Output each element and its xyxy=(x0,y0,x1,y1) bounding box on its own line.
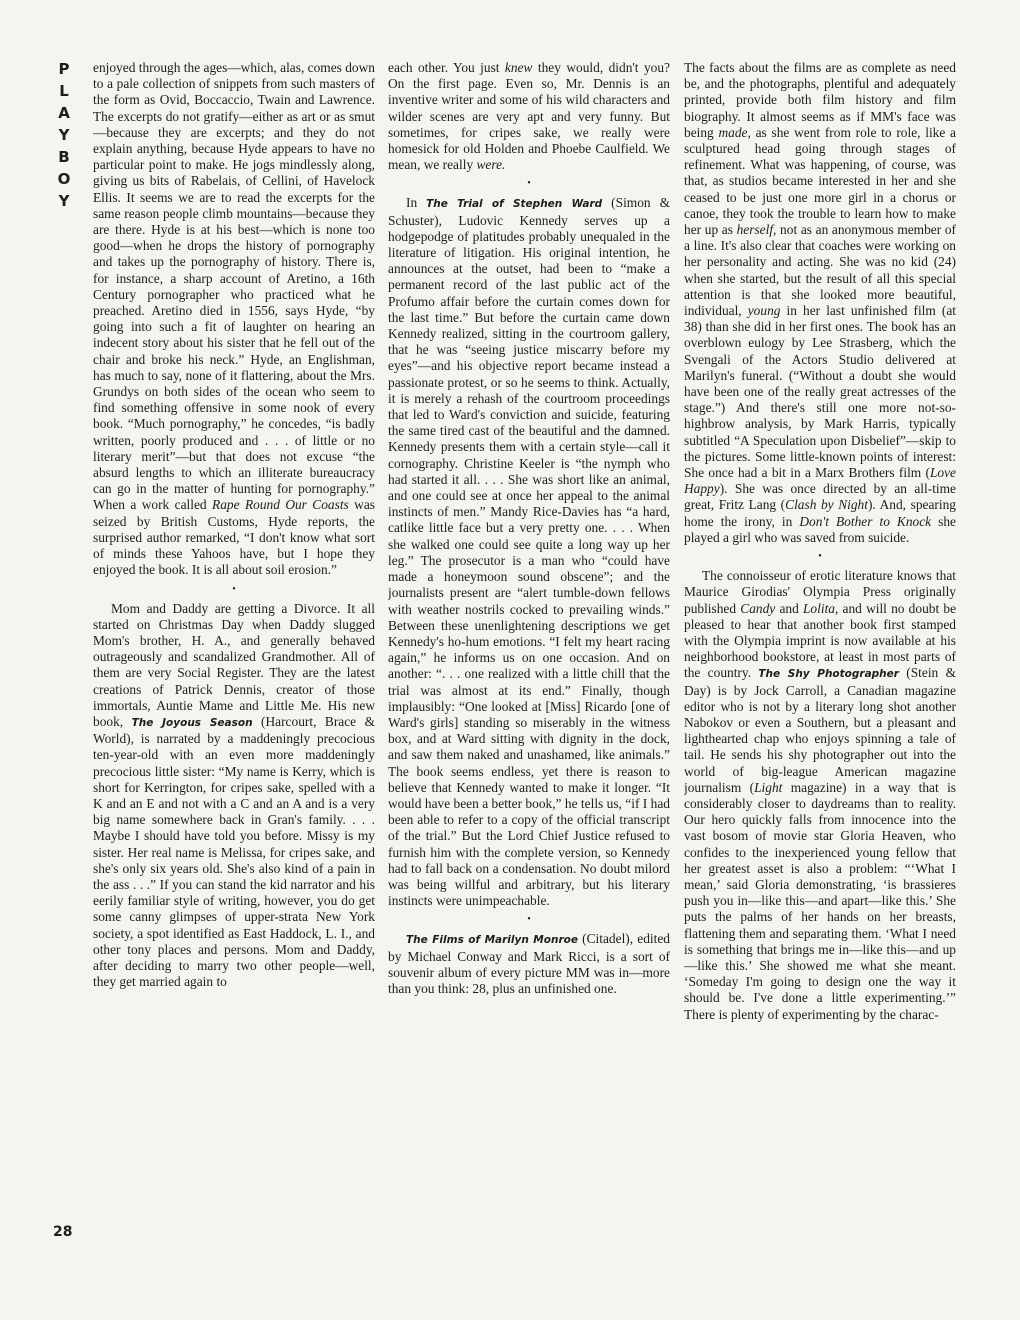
column-3 xyxy=(684,60,956,1248)
paragraph: The facts about the films are as complete as need be, and the photographs, plentiful and adequately printed, provide both film history and film biography. It almost seems as if MM's face was being made, as she went from role to role, like a sculptured head going through stages of refinement. What was happening, of course, was that, as studios became interested in her and she ceased to be just one more girl in a chorus or canoe, they took the trouble to learn how to make her up as herself, not as an anonymous member of a line. It's also clear that coaches were working on her personality and acting. She was no kid (24) when she started, but the result of all this special attention is that she looked more beautiful, individual, young in her last unfinished film (at 38) than she did in her first ones. The book has an overblown eulogy by Lee Strasberg, which the Svengali of the Actors Studio delivered at Marilyn's funeral. (“Without a doubt she would have been one of the really great actresses of the stage.”) And there's still one more not-so-highbrow analysis, by Mark Harris, typically subtitled “A Speculation upon Disbelief”—skip to the pictures. Some little-known points of interest: She once had a bit in a Marx Brothers film (Love Happy). She was once directed by an all-time great, Fritz Lang (Clash by Night). And, spearing home the irony, in Don't Bother to Knock she played a girl who was saved from suicide. xyxy=(684,60,956,545)
magazine-letter: P xyxy=(58,60,70,78)
column-2 xyxy=(388,60,670,1248)
book-title: The Joyous Season xyxy=(131,716,253,729)
book-title: The Trial of Stephen Ward xyxy=(426,198,603,211)
book-title: Rape Round Our Coasts xyxy=(212,497,349,513)
magazine-letter: Y xyxy=(58,192,70,210)
column-1 xyxy=(93,60,375,1248)
magazine-letter: A xyxy=(58,104,70,122)
magazine-letter: L xyxy=(59,82,69,100)
page-number: 28 xyxy=(53,1224,73,1240)
paragraph: In The Trial of Stephen Ward (Simon & Schuster), Ludovic Kennedy serves up a hodgepodge of platitudes probably unequaled in the literature of litigation. His original intention, he announces at the outset, had been to “make a permanent record of the last public act of the Profumo affair before the curtain comes down for the last time.” But before the curtain came down Kennedy realized, sitting in the courtroom gallery, that he was “seeing justice miscarry before my eyes”—and his objective report became instead a passionate protest, or so he seems to think. Actually, it is merely a rehash of the courtroom proceedings that led to Ward's conviction and suicide, featuring the same tired cast of the beautiful and the damned. Kennedy presents them with a certain style—call it cornography. Christine Keeler is “the nymph who had started it all. . . . She was short like an animal, and one could see at once her appeal to the animal instincts of men.” Mandy Rice-Davies has “a hard, catlike little face but a very pretty one. . . . When she walked one could see quite a long way up her leg.” The prosecutor is a man who “could have made a honeymoon sound obscene”; and the journalists present are “alert tumble-down fellows with weather nostrils cocked to prevailing winds.” Between these unenlightening descriptions we get Kennedy's ho-hum emotions. “I felt my heart racing again,” he informs us on one occasion. And on another: “. . . one realized with a little chill that the trial was almost at its end.” Finally, though implausibly: “One looked at [Miss] Ricardo [one of Ward's girls] standing so miserably in the witness box, and at Ward sitting with dignity in the dock, and saw them naked and unashamed, like animals.” The book seems endless, yet there is reason to believe that Kennedy wanted to make it longer. “It would have been a better book,” he tells us, “if I had been able to refer to a copy of the official transcript of the trial.” But the Lord Chief Justice refused to furnish him with the complete version, so Kennedy had to fall back on a condensation. No doubt milord was being willful and arbitrary, but his literary instincts were unimpeachable. xyxy=(388,195,670,909)
paragraph: The connoisseur of erotic literature knows that Maurice Girodias' Olympia Press originally published Candy and Lolita, and will no doubt be pleased to hear that another book first stamped with the Olympia imprint is now available at his neighborhood bookstore, at least in most parts of the country. The Shy Photographer (Stein & Day) is by Jock Carroll, a Canadian magazine editor who is not by a literary long shot another Nabokov or even a Southern, but a pleasant and lighthearted chap who enjoys spinning a tale of tail. He sends his shy photographer out into the world of big-league American magazine journalism (Light magazine) in a way that is considerably closer to daydreams than to reality. Our hero quickly falls from innocence into the vast bosom of movie star Gloria Heaven, who confides to the inexperienced young fellow that her greatest asset is also a problem: “‘What I mean,’ said Gloria demonstrating, ‘is brassieres push you in—like this—and apart—like this.’ She puts the palms of her hands on her breasts, flattening them and separating them. ‘What I need is something that brings me in—like this—and up—like this.’ She showed me what she meant. ‘Someday I'm going to design one the way it should be. I've done a little experimenting.’” There is plenty of experimenting by the charac- xyxy=(684,568,956,1022)
magazine-letter: Y xyxy=(58,126,70,144)
section-bullet: • xyxy=(232,583,236,595)
paragraph: The Films of Marilyn Monroe (Citadel), edited by Michael Conway and Mark Ricci, is a sort of souvenir album of every picture MM was in—more than you think: 28, plus an unfinished one. xyxy=(388,931,670,996)
magazine-letter: O xyxy=(57,170,71,188)
magazine-name-vertical xyxy=(53,58,75,212)
paragraph: Mom and Daddy are getting a Divorce. It all started on Christmas Day when Daddy slugged Mom's brother, H. A., and generally behaved outrageously and scandalized Grandmother. All of them are very Social Register. They are the latest creations of Patrick Dennis, creator of those immortals, Auntie Mame and Little Me. His new book, The Joyous Season (Harcourt, Brace & World), is narrated by a maddeningly precocious ten-year-old with an even more maddeningly precocious little sister: “My name is Kerry, which is short for Kerrington, for cripes sake, spelled with a K and an E and not with a C and an A and is a very big name somewhere back in Gran's family. . . . Maybe I should have told you before. Missy is my sister. Her real name is Melissa, for cripes sake, and she's only six years old. She's also kind of a pain in the ass . . .” If you can stand the kid narrator and his eerily familiar style of writing, however, you do get some canny glimpses of upper-strata New York society, a spot identified as East Haddock, L. I., and other tony places and persons. Mom and Daddy, after deciding to marry two other people—well, they get married again to xyxy=(93,600,375,990)
book-title: The Shy Photographer xyxy=(758,668,899,681)
paragraph: enjoyed through the ages—which, alas, comes down to a pale collection of snippets from such masters of the form as Ovid, Boccaccio, Twain and Lawrence. The excerpts do not gratify—either as art or as smut—because they are excerpts; and they do not explain anything, because Hyde appears to have no particular point to make. He jogs mindlessly along, giving us bits of Rabelais, of Cellini, of Havelock Ellis. It seems we are to read the excerpts for the same reason people climb mountains—because they are there. Hyde is at his best—which is none too good—when he drops the history of pornography and takes up the pornography of history. There is, for instance, a sharp account of Aretino, a 16th Century pornographer who practiced what he preached. Aretino died in 1556, says Hyde, “by going into such a fit of laughter on hearing an indecent story about his sister that he fell out of the chair and broke his neck.” Hyde, an Englishman, has much to say, none of it flattering, about the Mrs. Grundys on both sides of the ocean who seem to find something offensive in some nook of every book. “Much pornography,” he concedes, “is badly written, poorly produced and . . . of little or no literary merit”—but that does not excuse “the absurd lengths to which an illiterate bureaucracy can go in the matter of hunting for pornography.” When a work called Rape Round Our Coasts was seized by British Customs, Hyde reports, the surprised author remarked, “I don't know what sort of minds these Yahoos have, but I hope they enjoyed the book. It is all about soil erosion.” xyxy=(93,60,375,578)
magazine-letter: B xyxy=(58,148,70,166)
paragraph: each other. You just knew they would, didn't you? On the first page. Even so, Mr. Dennis is an inventive writer and some of his wild characters and wilder scenes are very apt and very funny. But sometimes, for cripes sake, we really were homesick for old Holden and Phoebe Caulfield. We mean, we really were. xyxy=(388,60,670,173)
section-bullet: • xyxy=(527,178,531,190)
section-bullet: • xyxy=(818,551,822,563)
section-bullet: • xyxy=(527,914,531,926)
book-title: The Films of Marilyn Monroe xyxy=(406,934,578,947)
